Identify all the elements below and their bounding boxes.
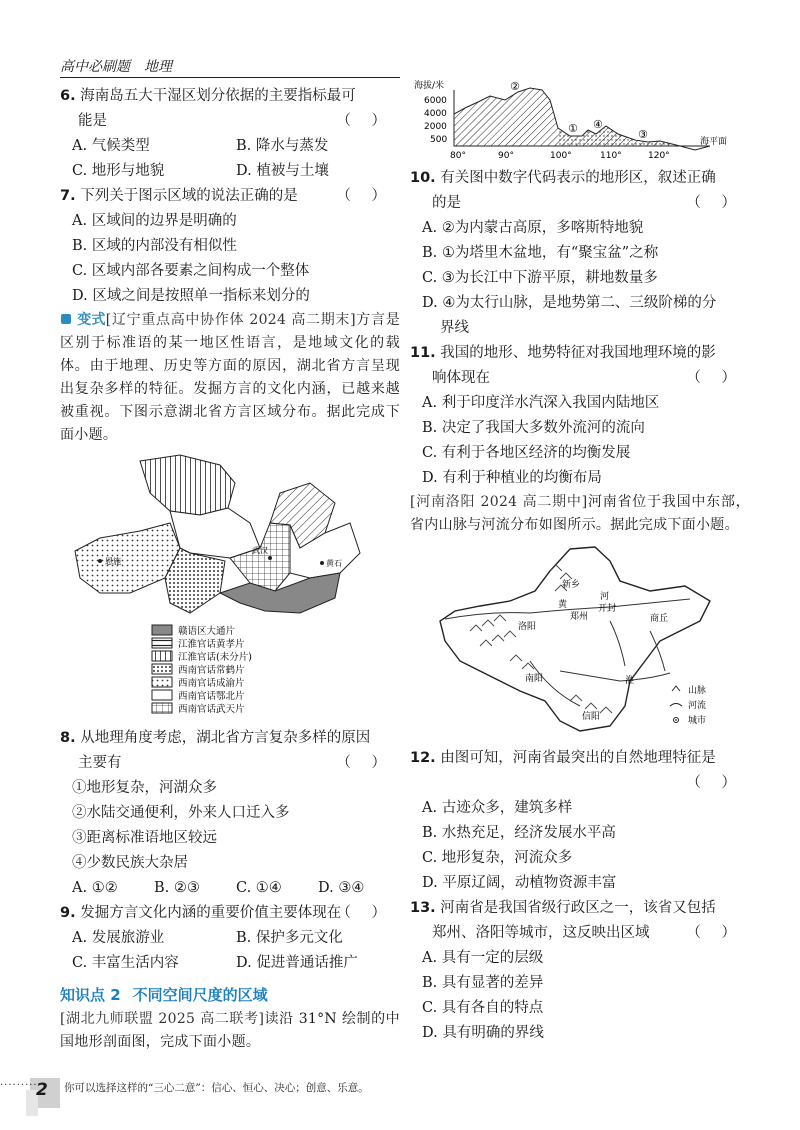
option-c: C. 有利于各地区经济的均衡发展: [422, 445, 631, 461]
henan-map: [410, 541, 750, 746]
footer-dots: ·········: [0, 1080, 38, 1091]
legend-item: 西南官话武天片: [178, 704, 245, 715]
hubei-map-figure: [60, 453, 400, 718]
option-b: B. 降水与蒸发: [236, 138, 329, 154]
option-b: B. ②③: [154, 880, 200, 896]
statement-2: ②水陆交通便利，外来人口迁入多: [72, 805, 290, 821]
river-label: 淮: [625, 676, 635, 686]
henan-intro: [410, 491, 750, 537]
question-stem: 海南岛五大干湿区划分依据的主要指标最可: [80, 88, 356, 104]
option-a: A. 具有一定的层级: [422, 950, 544, 966]
question-number: 13.: [410, 900, 436, 916]
sea-level-label: 海平面: [700, 137, 728, 147]
option-b: B. ①为塔里木盆地，有“聚宝盆”之称: [422, 245, 659, 261]
answer-paren: （ ）: [686, 195, 744, 211]
legend-item: 西南官话成渝片: [178, 678, 245, 689]
option-b: B. 水热充足，经济发展水平高: [422, 825, 616, 841]
knowledge-point-title: 不同空间尺度的区域: [132, 986, 268, 1004]
question-number: 12.: [410, 750, 436, 766]
terrain-profile: [410, 78, 750, 160]
option-d: D. 平原辽阔，动植物资源丰富: [422, 875, 617, 891]
intro-text: 河南省位于我国中东部，省内山脉与河流分布如图所示。据此完成下面小题。: [410, 494, 750, 533]
option-a: A. 区域间的边界是明确的: [72, 213, 237, 229]
city-huangshi: 黄石: [326, 559, 342, 568]
y-tick: 6000: [424, 96, 447, 106]
option-c: C. ③为长江中下游平原，耕地数量多: [422, 270, 658, 286]
option-d: D. 区域之间是按照单一指标来划分的: [72, 288, 310, 304]
option-a: A. ①②: [72, 880, 118, 896]
marker-2: ②: [510, 80, 520, 93]
legend-item: 赣语区大通片: [178, 626, 236, 637]
header-rule: [60, 77, 400, 78]
footer-motto: 你可以选择这样的“三心二意”：信心、恒心、决心；创意、乐意。: [64, 1082, 369, 1094]
statement-3: ③距离标准语地区较远: [72, 830, 217, 846]
option-d: D. 有利于种植业的均衡布局: [422, 470, 602, 486]
option-c: C. 丰富生活内容: [72, 955, 179, 971]
city-kaifeng: 开封: [598, 604, 617, 614]
question-number: 7.: [60, 188, 76, 204]
question-number: 10.: [410, 170, 436, 186]
profile-intro: [60, 1008, 400, 1054]
statement-4: ④少数民族大杂居: [72, 855, 188, 871]
question-10: [410, 166, 750, 341]
river-label: 河: [600, 592, 610, 602]
option-a: A. ②为内蒙古高原，多喀斯特地貌: [422, 220, 644, 236]
option-c: C. 具有各自的特点: [422, 1000, 544, 1016]
question-11: [410, 341, 750, 491]
city-zhengzhou: 郑州: [570, 612, 589, 622]
y-tick: 2000: [424, 122, 447, 132]
x-tick: 110°: [600, 151, 622, 160]
henan-map-figure: [410, 541, 750, 746]
river-label: 黄: [558, 600, 568, 610]
legend-item: 江淮官话(未分片): [178, 652, 252, 663]
option-c: C. ①④: [236, 880, 282, 896]
option-d: D. 植被与土壤: [236, 163, 329, 179]
question-stem: 河南省是我国省级行政区之一，该省又包括: [440, 900, 716, 916]
marker-4: ④: [593, 118, 603, 131]
intro-source: [湖北九师联盟 2025 高二联考]: [60, 1011, 265, 1027]
running-header: 高中必刷题 地理: [60, 59, 172, 75]
answer-paren: （ ）: [686, 925, 744, 941]
question-stem-cont: 响体现在: [432, 370, 490, 386]
x-tick: 80°: [450, 151, 466, 160]
marker-1: ①: [568, 122, 578, 135]
question-stem: 从地理角度考虑，湖北省方言复杂多样的原因: [80, 730, 371, 746]
option-b: B. 具有显著的差异: [422, 975, 544, 991]
hubei-dialect-map: [60, 453, 400, 718]
map-legend: [152, 625, 252, 715]
question-stem-cont: 能是: [78, 113, 107, 129]
option-b: B. 区域的内部没有相似性: [72, 238, 237, 254]
answer-paren: （ ）: [336, 755, 394, 771]
left-column: [60, 84, 400, 1054]
city-xinxiang: 新乡: [562, 580, 581, 590]
question-13: [410, 896, 750, 1046]
question-7: [60, 184, 400, 309]
legend-item: 城市: [688, 716, 707, 726]
y-tick: 500: [430, 135, 448, 145]
option-a: A. 利于印度洋水汽深入我国内陆地区: [422, 395, 660, 411]
question-number: 8.: [60, 730, 76, 746]
question-stem: 由图可知，河南省最突出的自然地理特征是: [440, 750, 716, 766]
option-b: B. 决定了我国大多数外流河的流向: [422, 420, 645, 436]
question-stem-cont: 郑州、洛阳等城市，这反映出区域: [432, 925, 650, 941]
x-tick: 120°: [648, 151, 670, 160]
question-8: [60, 726, 400, 901]
answer-paren: （ ）: [686, 370, 744, 386]
intro-source: [河南洛阳 2024 高二期中]: [410, 494, 588, 510]
terrain-profile-figure: [410, 78, 750, 160]
option-c: C. 地形与地貌: [72, 163, 165, 179]
statement-1: ①地形复杂，河湖众多: [72, 780, 217, 796]
question-stem-cont: 的是: [432, 195, 461, 211]
question-stem: 我国的地形、地势特征对我国地理环境的影: [440, 345, 716, 361]
legend-item: 西南官话常鹤片: [178, 665, 245, 676]
henan-legend: [670, 684, 706, 726]
x-tick: 90°: [498, 151, 514, 160]
variant-passage: [60, 309, 400, 447]
city-nanyang: 南阳: [525, 674, 544, 684]
option-a: A. 气候类型: [72, 138, 150, 154]
question-12: [410, 746, 750, 896]
variant-text: 方言是区别于标准语的某一地区性语言，是地域文化的载体。由于地理、历史等方面的原因，湖北省方言呈现出复杂多样的特征。发掘方言的文化内涵，已越来越被重视。下图示意湖北省方言区域分布。据此完成下面小题。: [60, 312, 400, 443]
city-enshi: 恩施: [105, 557, 121, 566]
x-tick: 100°: [550, 151, 572, 160]
question-stem-cont: 主要有: [78, 755, 122, 771]
question-number: 9.: [60, 905, 76, 921]
city-luoyang: 洛阳: [518, 622, 537, 632]
option-d: D. ③④: [318, 880, 365, 896]
question-stem: 有关图中数字代码表示的地形区，叙述正确: [440, 170, 716, 186]
option-c: C. 区域内部各要素之间构成一个整体: [72, 263, 310, 279]
question-stem: 下列关于图示区域的说法正确的是: [80, 188, 298, 204]
option-d: D. 促进普通话推广: [236, 955, 358, 971]
city-shangqiu: 商丘: [650, 614, 669, 624]
right-column: [410, 78, 750, 1046]
question-stem: 发掘方言文化内涵的重要价值主要体现在: [80, 905, 342, 921]
option-c: C. 地形复杂，河流众多: [422, 850, 573, 866]
y-tick: 4000: [424, 109, 447, 119]
intro-text: 读沿 31°N 绘制的中国地形剖面图，完成下面小题。: [60, 1011, 400, 1050]
legend-item: 河流: [688, 701, 707, 711]
city-xinyang: 信阳: [582, 712, 601, 722]
question-number: 6.: [60, 88, 76, 104]
option-b: B. 保护多元文化: [236, 930, 343, 946]
y-axis-label: 海拔/米: [414, 81, 445, 91]
question-number: 11.: [410, 345, 436, 361]
option-a: A. 发展旅游业: [72, 930, 165, 946]
legend-item: 西南官话鄂北片: [178, 691, 245, 702]
question-9: [60, 901, 400, 976]
answer-paren: （ ）: [336, 113, 394, 129]
knowledge-point-heading: [60, 982, 400, 1008]
legend-item: 山脉: [688, 686, 707, 696]
page-number: 2: [36, 1080, 48, 1100]
knowledge-point-label: 知识点 2: [60, 986, 121, 1004]
variant-icon: [60, 313, 72, 325]
answer-paren: （ ）: [686, 775, 744, 791]
option-d: D. 具有明确的界线: [422, 1025, 544, 1041]
option-a: A. 古迹众多，建筑多样: [422, 800, 573, 816]
marker-3: ③: [638, 128, 648, 141]
option-d: D. ④为太行山脉，是地势第二、三级阶梯的分: [422, 295, 717, 311]
answer-paren: （ ）: [336, 188, 394, 204]
city-wuhan: 武汉: [252, 546, 268, 555]
variant-tag: 变式: [60, 309, 106, 332]
legend-item: 江淮官话黄孝片: [178, 639, 245, 650]
option-d-cont: 界线: [440, 320, 469, 336]
answer-paren: （ ）: [336, 905, 394, 921]
variant-source: [辽宁重点高中协作体 2024 高二期末]: [105, 312, 356, 328]
question-6: [60, 84, 400, 184]
